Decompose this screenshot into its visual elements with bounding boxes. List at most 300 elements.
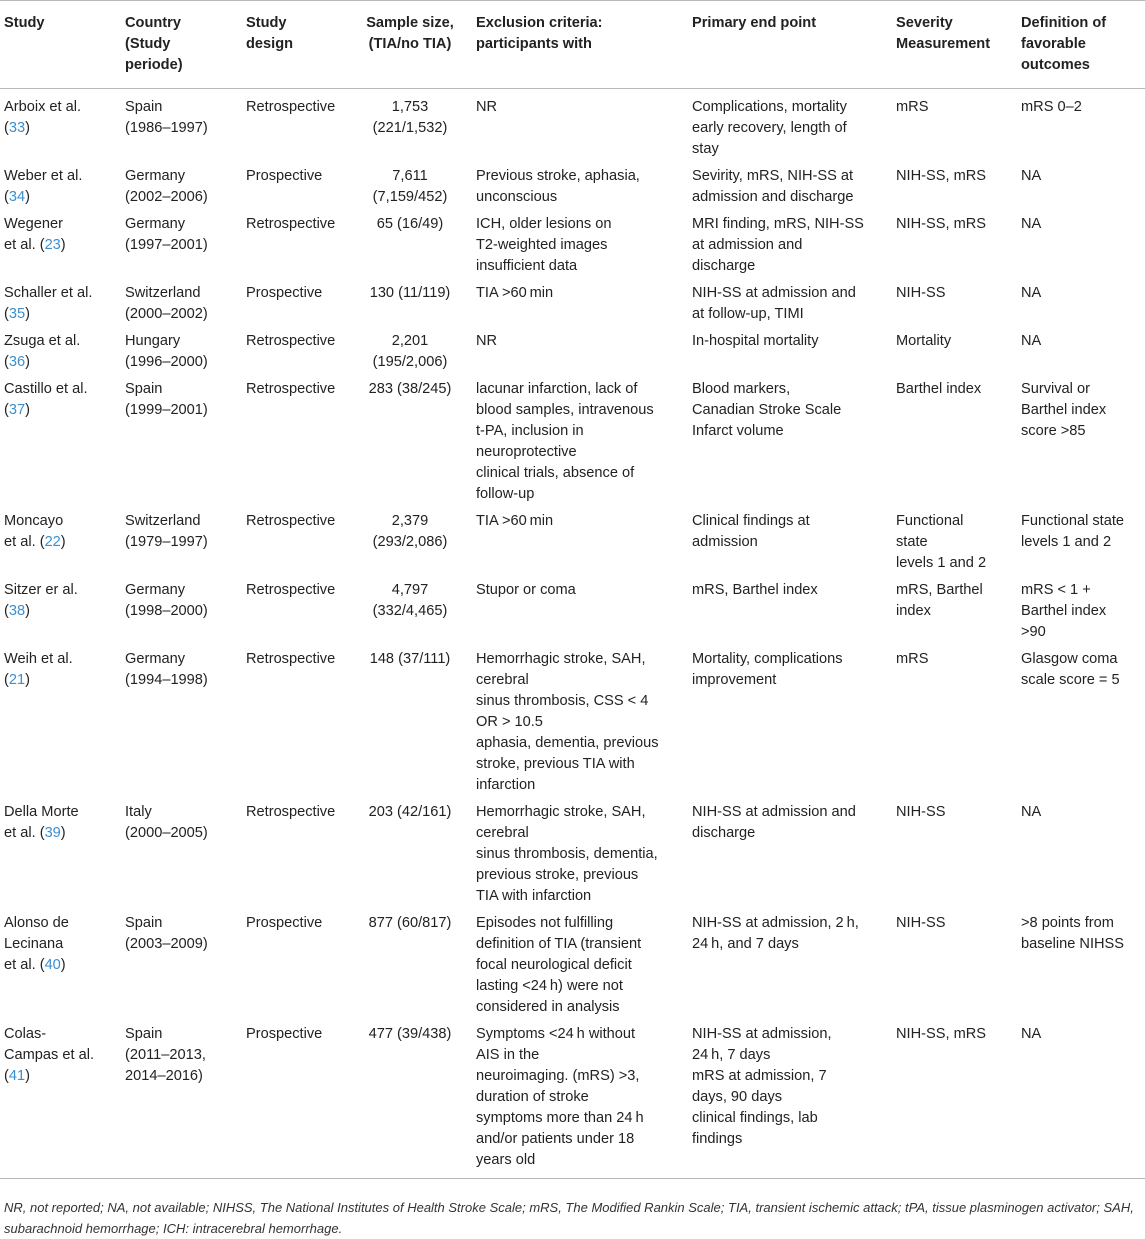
study-cell bbox=[0, 913, 121, 1024]
cell-line: mRS at admission, 7 bbox=[692, 1068, 827, 1084]
exclusion-criteria-cell bbox=[472, 1024, 688, 1179]
cell-line: Germany bbox=[125, 582, 186, 598]
header-line: Primary end point bbox=[692, 15, 817, 31]
cell-line: (1986–1997) bbox=[125, 120, 208, 136]
cell-line: ICH, older lesions on bbox=[476, 216, 612, 232]
table-row bbox=[0, 511, 1145, 580]
header-line: Country bbox=[125, 15, 181, 31]
cell-line: neuroimaging. (mRS) >3, bbox=[476, 1068, 640, 1084]
cell-line: (195/2,006) bbox=[372, 354, 448, 370]
outcome-cell bbox=[1017, 1024, 1145, 1179]
severity-cell bbox=[892, 1024, 1017, 1179]
cell-line: 4,797 bbox=[391, 582, 429, 598]
cell-line: Retrospective bbox=[246, 216, 336, 232]
cell-line: mRS bbox=[896, 651, 929, 667]
cell-line: days, 90 days bbox=[692, 1089, 783, 1105]
exclusion-criteria-cell bbox=[472, 331, 688, 379]
cell-line: Retrospective bbox=[246, 804, 336, 820]
study-author-text: Zsuga et al. bbox=[4, 333, 81, 349]
cell-line: (1994–1998) bbox=[125, 672, 208, 688]
study-author-text: Alonso de bbox=[4, 915, 69, 931]
reference-link[interactable]: 38 bbox=[8, 603, 26, 619]
outcome-cell bbox=[1017, 379, 1145, 511]
cell-line: (7,159/452) bbox=[372, 189, 448, 205]
cell-line: (1999–2001) bbox=[125, 402, 208, 418]
ref-close-paren: ) bbox=[25, 354, 30, 370]
exclusion-criteria-cell bbox=[472, 511, 688, 580]
reference-link[interactable]: 33 bbox=[8, 120, 26, 136]
study-ref-line bbox=[4, 601, 117, 622]
header-line: Sample size, bbox=[366, 15, 454, 31]
study-author-text: Moncayo bbox=[4, 513, 64, 529]
cell-line: Survival or bbox=[1021, 381, 1090, 397]
design-cell bbox=[242, 331, 348, 379]
ref-close-paren: ) bbox=[25, 402, 30, 418]
header-design bbox=[242, 1, 348, 89]
cell-line: 203 (42/161) bbox=[368, 804, 452, 820]
cell-line: Spain bbox=[125, 1026, 163, 1042]
sample-size-cell bbox=[348, 580, 472, 649]
primary-end-point-cell bbox=[688, 214, 892, 283]
study-author-text: Campas et al. bbox=[4, 1047, 95, 1063]
header-severity-measurement bbox=[892, 1, 1017, 89]
exclusion-criteria-cell bbox=[472, 580, 688, 649]
study-cell bbox=[0, 166, 121, 214]
table-row bbox=[0, 379, 1145, 511]
ref-open-paren: ( bbox=[4, 1068, 9, 1084]
cell-line: NIH-SS at admission, 2 h, bbox=[692, 915, 859, 931]
study-cell bbox=[0, 379, 121, 511]
cell-line: and/or patients under 18 bbox=[476, 1131, 635, 1147]
cell-line: 877 (60/817) bbox=[368, 915, 452, 931]
country-cell bbox=[121, 283, 242, 331]
cell-line: mRS < 1 + bbox=[1021, 582, 1091, 598]
cell-line: years old bbox=[476, 1152, 536, 1168]
country-cell bbox=[121, 802, 242, 913]
reference-link[interactable]: 35 bbox=[8, 306, 26, 322]
cell-line: Prospective bbox=[246, 1026, 323, 1042]
cell-line: 7,611 bbox=[392, 168, 428, 184]
cell-line: Clinical findings at bbox=[692, 513, 810, 529]
cell-line: at follow-up, TIMI bbox=[692, 306, 804, 322]
cell-line: Prospective bbox=[246, 915, 323, 931]
cell-line: Switzerland bbox=[125, 285, 201, 301]
cell-line: Barthel index bbox=[1021, 402, 1107, 418]
ref-close-paren: ) bbox=[25, 1068, 30, 1084]
cell-line: OR > 10.5 bbox=[476, 714, 543, 730]
reference-link[interactable]: 21 bbox=[8, 672, 26, 688]
study-cell bbox=[0, 802, 121, 913]
primary-end-point-cell bbox=[688, 89, 892, 167]
outcome-cell bbox=[1017, 331, 1145, 379]
cell-line: t-PA, inclusion in bbox=[476, 423, 584, 439]
cell-line: levels 1 and 2 bbox=[1021, 534, 1112, 550]
cell-line: NA bbox=[1021, 216, 1042, 232]
primary-end-point-cell bbox=[688, 166, 892, 214]
cell-line: NIH-SS at admission and bbox=[692, 804, 856, 820]
cell-line: clinical trials, absence of bbox=[476, 465, 635, 481]
ref-open-paren: et al. ( bbox=[4, 237, 45, 253]
primary-end-point-cell bbox=[688, 913, 892, 1024]
design-cell bbox=[242, 802, 348, 913]
cell-line: In-hospital mortality bbox=[692, 333, 819, 349]
ref-open-paren: et al. ( bbox=[4, 825, 45, 841]
cell-line: (2011–2013, bbox=[125, 1047, 206, 1063]
outcome-cell bbox=[1017, 802, 1145, 913]
cell-line: Episodes not fulfilling bbox=[476, 915, 614, 931]
ref-close-paren: ) bbox=[25, 120, 30, 136]
ref-open-paren: ( bbox=[4, 120, 9, 136]
study-author-text: Schaller et al. bbox=[4, 285, 93, 301]
cell-line: Barthel index bbox=[1021, 603, 1107, 619]
header-line: participants with bbox=[476, 36, 592, 52]
cell-line: discharge bbox=[692, 258, 756, 274]
ref-open-paren: ( bbox=[4, 402, 9, 418]
study-ref-line bbox=[4, 823, 117, 844]
header-line: Definition of bbox=[1021, 15, 1107, 31]
cell-line: (293/2,086) bbox=[372, 534, 448, 550]
cell-line: NR bbox=[476, 333, 498, 349]
reference-link[interactable]: 23 bbox=[44, 237, 61, 253]
severity-cell bbox=[892, 649, 1017, 802]
study-ref-line bbox=[4, 187, 117, 208]
outcome-cell bbox=[1017, 913, 1145, 1024]
country-cell bbox=[121, 511, 242, 580]
cell-line: Retrospective bbox=[246, 333, 336, 349]
cell-line: Retrospective bbox=[246, 513, 336, 529]
cell-line: Functional bbox=[896, 513, 964, 529]
sample-size-cell bbox=[348, 331, 472, 379]
cell-line: Functional state bbox=[1021, 513, 1125, 529]
sample-size-cell bbox=[348, 283, 472, 331]
cell-line: early recovery, length of bbox=[692, 120, 847, 136]
study-author-text: Lecinana bbox=[4, 936, 64, 952]
cell-line: Spain bbox=[125, 99, 163, 115]
primary-end-point-cell bbox=[688, 331, 892, 379]
ref-close-paren: ) bbox=[25, 306, 30, 322]
cell-line: (2002–2006) bbox=[125, 189, 208, 205]
exclusion-criteria-cell bbox=[472, 649, 688, 802]
cell-line: discharge bbox=[692, 825, 756, 841]
cell-line: lacunar infarction, lack of bbox=[476, 381, 638, 397]
country-cell bbox=[121, 913, 242, 1024]
design-cell bbox=[242, 283, 348, 331]
cell-line: admission bbox=[692, 534, 758, 550]
country-cell bbox=[121, 580, 242, 649]
sample-size-cell bbox=[348, 1024, 472, 1179]
study-author-text: Castillo et al. bbox=[4, 381, 88, 397]
cell-line: considered in analysis bbox=[476, 999, 620, 1015]
header-line: Exclusion criteria: bbox=[476, 15, 603, 31]
cell-line: mRS, Barthel bbox=[896, 582, 983, 598]
severity-cell bbox=[892, 89, 1017, 167]
ref-open-paren: ( bbox=[4, 306, 9, 322]
cell-line: NA bbox=[1021, 168, 1042, 184]
study-author-text: Weih et al. bbox=[4, 651, 73, 667]
cell-line: cerebral bbox=[476, 672, 529, 688]
header-favorable-outcomes bbox=[1017, 1, 1145, 89]
reference-link[interactable]: 37 bbox=[8, 402, 26, 418]
cell-line: Retrospective bbox=[246, 99, 336, 115]
cell-line: focal neurological deficit bbox=[476, 957, 632, 973]
reference-link[interactable]: 39 bbox=[44, 825, 61, 841]
study-cell bbox=[0, 580, 121, 649]
cell-line: Mortality, complications bbox=[692, 651, 843, 667]
cell-line: 130 (11/119) bbox=[369, 285, 451, 301]
table-row bbox=[0, 283, 1145, 331]
cell-line: definition of TIA (transient bbox=[476, 936, 642, 952]
cell-line: stroke, previous TIA with bbox=[476, 756, 635, 772]
cell-line: 148 (37/111) bbox=[369, 651, 451, 667]
cell-line: Germany bbox=[125, 168, 186, 184]
header-primary-end-point bbox=[688, 1, 892, 89]
design-cell bbox=[242, 649, 348, 802]
design-cell bbox=[242, 913, 348, 1024]
cell-line: previous stroke, previous bbox=[476, 867, 639, 883]
primary-end-point-cell bbox=[688, 1024, 892, 1179]
sample-size-cell bbox=[348, 166, 472, 214]
country-cell bbox=[121, 1024, 242, 1179]
cell-line: at admission and bbox=[692, 237, 803, 253]
header-line: Study bbox=[4, 15, 45, 31]
study-ref-line bbox=[4, 955, 117, 976]
cell-line: mRS bbox=[896, 99, 929, 115]
study-ref-line bbox=[4, 118, 117, 139]
cell-line: blood samples, intravenous bbox=[476, 402, 654, 418]
cell-line: (2000–2005) bbox=[125, 825, 208, 841]
cell-line: 24 h, and 7 days bbox=[692, 936, 799, 952]
study-author-text: Sitzer er al. bbox=[4, 582, 78, 598]
cell-line: Glasgow coma bbox=[1021, 651, 1118, 667]
header-line: periode) bbox=[125, 57, 183, 73]
cell-line: improvement bbox=[692, 672, 777, 688]
cell-line: Barthel index bbox=[896, 381, 982, 397]
table-row bbox=[0, 649, 1145, 802]
ref-close-paren: ) bbox=[25, 672, 30, 688]
cell-line: admission and discharge bbox=[692, 189, 854, 205]
exclusion-criteria-cell bbox=[472, 89, 688, 167]
study-cell bbox=[0, 331, 121, 379]
header-line: design bbox=[246, 36, 294, 52]
cell-line: scale score = 5 bbox=[1021, 672, 1120, 688]
cell-line: sinus thrombosis, dementia, bbox=[476, 846, 658, 862]
design-cell bbox=[242, 511, 348, 580]
cell-line: duration of stroke bbox=[476, 1089, 589, 1105]
country-cell bbox=[121, 214, 242, 283]
cell-line: NA bbox=[1021, 1026, 1042, 1042]
ref-close-paren: ) bbox=[60, 825, 66, 841]
table-header-row bbox=[0, 1, 1145, 89]
cell-line: 283 (38/245) bbox=[368, 381, 452, 397]
severity-cell bbox=[892, 214, 1017, 283]
table-row bbox=[0, 331, 1145, 379]
reference-link[interactable]: 36 bbox=[8, 354, 26, 370]
cell-line: infarction bbox=[476, 777, 536, 793]
primary-end-point-cell bbox=[688, 580, 892, 649]
sample-size-cell bbox=[348, 89, 472, 167]
primary-end-point-cell bbox=[688, 511, 892, 580]
cell-line: neuroprotective bbox=[476, 444, 577, 460]
cell-line: follow-up bbox=[476, 486, 535, 502]
reference-link[interactable]: 34 bbox=[8, 189, 26, 205]
severity-cell bbox=[892, 283, 1017, 331]
cell-line: (2003–2009) bbox=[125, 936, 208, 952]
reference-link[interactable]: 41 bbox=[8, 1068, 26, 1084]
cell-line: Hungary bbox=[125, 333, 181, 349]
cell-line: (221/1,532) bbox=[372, 120, 448, 136]
cell-line: aphasia, dementia, previous bbox=[476, 735, 659, 751]
cell-line: Retrospective bbox=[246, 381, 336, 397]
study-ref-line bbox=[4, 1066, 117, 1087]
ref-close-paren: ) bbox=[60, 237, 66, 253]
cell-line: Hemorrhagic stroke, SAH, bbox=[476, 651, 646, 667]
ref-close-paren: ) bbox=[60, 957, 66, 973]
study-ref-line bbox=[4, 400, 117, 421]
cell-line: MRI finding, mRS, NIH-SS bbox=[692, 216, 864, 232]
study-cell bbox=[0, 283, 121, 331]
cell-line: NIH-SS, mRS bbox=[896, 216, 986, 232]
ref-open-paren: ( bbox=[4, 603, 9, 619]
severity-cell bbox=[892, 580, 1017, 649]
exclusion-criteria-cell bbox=[472, 802, 688, 913]
cell-line: unconscious bbox=[476, 189, 558, 205]
country-cell bbox=[121, 89, 242, 167]
severity-cell bbox=[892, 331, 1017, 379]
reference-link[interactable]: 40 bbox=[44, 957, 61, 973]
sample-size-cell bbox=[348, 649, 472, 802]
ref-open-paren: et al. ( bbox=[4, 534, 45, 550]
exclusion-criteria-cell bbox=[472, 913, 688, 1024]
cell-line: levels 1 and 2 bbox=[896, 555, 987, 571]
study-author-text: Colas- bbox=[4, 1026, 47, 1042]
severity-cell bbox=[892, 802, 1017, 913]
cell-line: clinical findings, lab bbox=[692, 1110, 818, 1126]
cell-line: TIA with infarction bbox=[476, 888, 592, 904]
cell-line: index bbox=[896, 603, 931, 619]
cell-line: (2000–2002) bbox=[125, 306, 208, 322]
study-ref-line bbox=[4, 670, 117, 691]
cell-line: NIH-SS, mRS bbox=[896, 1026, 986, 1042]
sample-size-cell bbox=[348, 802, 472, 913]
design-cell bbox=[242, 166, 348, 214]
severity-cell bbox=[892, 379, 1017, 511]
ref-close-paren: ) bbox=[60, 534, 66, 550]
exclusion-criteria-cell bbox=[472, 283, 688, 331]
cell-line: score >85 bbox=[1021, 423, 1086, 439]
primary-end-point-cell bbox=[688, 649, 892, 802]
cell-line: Germany bbox=[125, 651, 186, 667]
cell-line: sinus thrombosis, CSS < 4 bbox=[476, 693, 649, 709]
header-country bbox=[121, 1, 242, 89]
cell-line: Retrospective bbox=[246, 582, 336, 598]
cell-line: (1996–2000) bbox=[125, 354, 208, 370]
table-footnote: NR, not reported; NA, not available; NIHSS, The National Institutes of Health Stroke Scale; mRS, The Modified Rankin Scale; TIA, transient ischemic attack; tPA, tissue plasminogen activator; SAH, subarachnoid hemorrhage; ICH: intracerebral hemorrhage. bbox=[4, 1200, 1134, 1236]
table-row bbox=[0, 214, 1145, 283]
table-row bbox=[0, 89, 1145, 167]
cell-line: >8 points from bbox=[1021, 915, 1114, 931]
cell-line: cerebral bbox=[476, 825, 529, 841]
cell-line: baseline NIHSS bbox=[1021, 936, 1125, 952]
cell-line: (1997–2001) bbox=[125, 237, 208, 253]
country-cell bbox=[121, 649, 242, 802]
header-sample-size bbox=[348, 1, 472, 89]
ref-open-paren: et al. ( bbox=[4, 957, 45, 973]
cell-line: NIH-SS at admission and bbox=[692, 285, 856, 301]
cell-line: NIH-SS bbox=[896, 804, 946, 820]
cell-line: symptoms more than 24 h bbox=[476, 1110, 644, 1126]
ref-open-paren: ( bbox=[4, 672, 9, 688]
sample-size-cell bbox=[348, 379, 472, 511]
cell-line: Stupor or coma bbox=[476, 582, 576, 598]
outcome-cell bbox=[1017, 166, 1145, 214]
cell-line: Symptoms <24 h without bbox=[476, 1026, 636, 1042]
study-ref-line bbox=[4, 304, 117, 325]
header-line: favorable bbox=[1021, 36, 1086, 52]
cell-line: TIA >60 min bbox=[476, 285, 554, 301]
cell-line: findings bbox=[692, 1131, 743, 1147]
ref-open-paren: ( bbox=[4, 189, 9, 205]
study-ref-line bbox=[4, 532, 117, 553]
exclusion-criteria-cell bbox=[472, 166, 688, 214]
cell-line: Previous stroke, aphasia, bbox=[476, 168, 640, 184]
cell-line: Mortality bbox=[896, 333, 952, 349]
cell-line: (332/4,465) bbox=[372, 603, 448, 619]
reference-link[interactable]: 22 bbox=[44, 534, 61, 550]
study-cell bbox=[0, 214, 121, 283]
outcome-cell bbox=[1017, 649, 1145, 802]
header-line: Severity bbox=[896, 15, 953, 31]
outcome-cell bbox=[1017, 511, 1145, 580]
cell-line: (1998–2000) bbox=[125, 603, 208, 619]
cell-line: (1979–1997) bbox=[125, 534, 208, 550]
severity-cell bbox=[892, 166, 1017, 214]
design-cell bbox=[242, 214, 348, 283]
cell-line: 24 h, 7 days bbox=[692, 1047, 771, 1063]
cell-line: Infarct volume bbox=[692, 423, 784, 439]
cell-line: NA bbox=[1021, 333, 1042, 349]
cell-line: 477 (39/438) bbox=[368, 1026, 452, 1042]
cell-line: stay bbox=[692, 141, 719, 157]
outcome-cell bbox=[1017, 580, 1145, 649]
study-author-text: Arboix et al. bbox=[4, 99, 82, 115]
ref-close-paren: ) bbox=[25, 603, 30, 619]
ref-close-paren: ) bbox=[25, 189, 30, 205]
cell-line: NIH-SS at admission, bbox=[692, 1026, 832, 1042]
sample-size-cell bbox=[348, 214, 472, 283]
cell-line: 2014–2016) bbox=[125, 1068, 203, 1084]
design-cell bbox=[242, 1024, 348, 1179]
design-cell bbox=[242, 89, 348, 167]
cell-line: >90 bbox=[1021, 624, 1046, 640]
exclusion-criteria-cell bbox=[472, 214, 688, 283]
table-row bbox=[0, 166, 1145, 214]
study-ref-line bbox=[4, 352, 117, 373]
cell-line: mRS, Barthel index bbox=[692, 582, 818, 598]
cell-line: Prospective bbox=[246, 168, 323, 184]
study-author-text: Wegener bbox=[4, 216, 63, 232]
cell-line: 2,379 bbox=[391, 513, 429, 529]
cell-line: NA bbox=[1021, 804, 1042, 820]
primary-end-point-cell bbox=[688, 379, 892, 511]
header-line: Study bbox=[246, 15, 287, 31]
study-cell bbox=[0, 649, 121, 802]
sample-size-cell bbox=[348, 913, 472, 1024]
cell-line: TIA >60 min bbox=[476, 513, 554, 529]
outcome-cell bbox=[1017, 214, 1145, 283]
primary-end-point-cell bbox=[688, 283, 892, 331]
outcome-cell bbox=[1017, 89, 1145, 167]
cell-line: 1,753 bbox=[391, 99, 429, 115]
